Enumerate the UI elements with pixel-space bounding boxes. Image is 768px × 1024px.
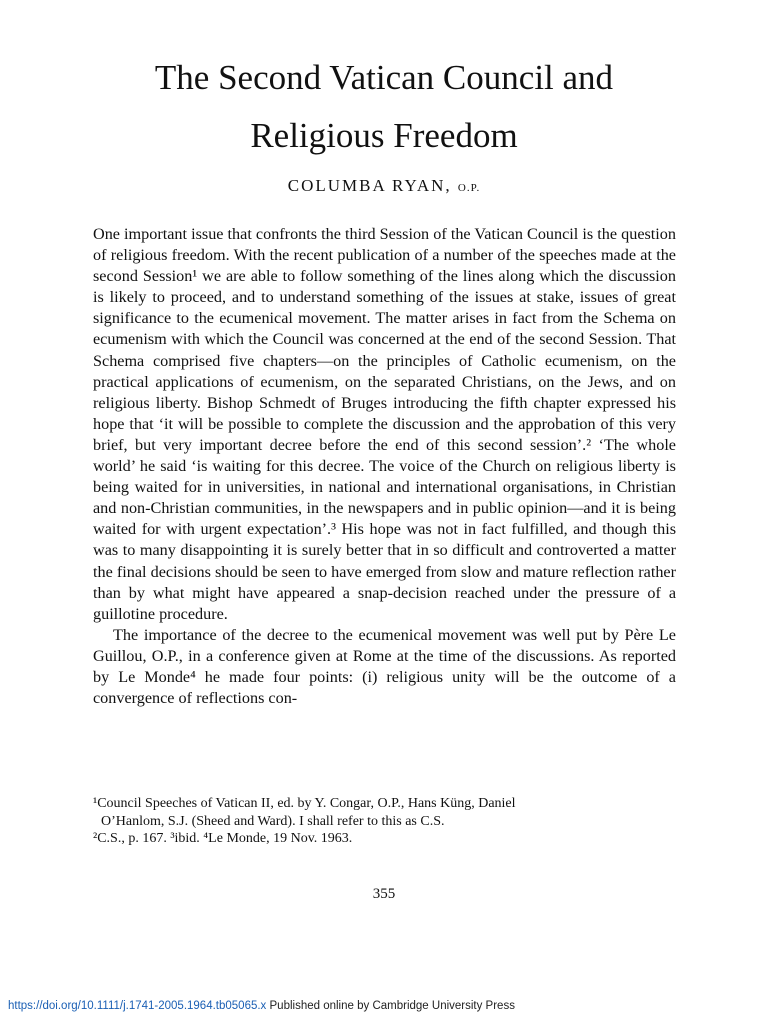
paragraph-1: One important issue that confronts the third Session of the Vatican Council is the question of religious freedom. With the recent publication of a number of the speeches made at the second Session¹ we are able to follow something of the lines along which the discussion is likely to proceed, and to understand something of the issues at stake, issues of great significance to the ecumenical movement. The matter arises in fact from the Schema on ecumenism with which the Council was concerned at the end of the second Session. That Schema comprised five chapters—on the principles of Catholic ecumenism, on the practical applications of ecumenism, on the separated Christians, on the Jews, and on religious liberty. Bishop Schmedt of Bruges introducing the fifth chapter expressed his hope that ‘it will be possible to complete the discussion and the approbation of this very brief, but very important decree before the end of this second session’.² ‘The whole world’ he said ‘is waiting for this decree. The voice of the Church on religious liberty is being waited for in universities, in national and international organisations, in Christian and non-Christian communities, in the newspapers and in public opinion—and it is being waited for with urgent expectation’.³ His hope was not in fact fulfilled, and though this was to many disappointing it is surely better that in so difficult and controverted a matter the final decisions should be seen to have emerged from slow and mature reflection rather than by what might have appeared a snap-decision reached under the pressure of a guillotine procedure. [93, 225, 676, 623]
paragraph-2: The importance of the decree to the ecumenical movement was well put by Père Le Guillou, O.P., in a conference given at Rome at the time of the discussions. As reported by Le Monde⁴ he made four points: (i) religious unity will be the outcome of a convergence of reflections con- [93, 625, 676, 708]
article-title-line-2: Religious Freedom [250, 116, 518, 155]
footnote-1-line-2: O’Hanlom, S.J. (Sheed and Ward). I shall refer to this as C.S. [101, 813, 445, 829]
footnote-2-4-line: ²C.S., p. 167. ³ibid. ⁴Le Monde, 19 Nov. 1963. [93, 831, 353, 846]
author-order: O.P. [457, 182, 481, 194]
doi-footer [8, 1000, 515, 1012]
footnote-1-line-1: ¹Council Speeches of Vatican II, ed. by Y. Congar, O.P., Hans Küng, Daniel [93, 796, 516, 811]
publisher-note: Published online by Cambridge University Press [266, 1000, 515, 1012]
footnotes [93, 795, 676, 848]
author-name: COLUMBA RYAN, [287, 176, 452, 195]
page-number: 355 [372, 886, 396, 902]
author-byline [0, 176, 768, 196]
article-title-line-1: The Second Vatican Council and [154, 58, 614, 97]
article-body [93, 224, 676, 709]
doi-link[interactable]: https://doi.org/10.1111/j.1741-2005.1964.tb05065.x [8, 1000, 267, 1012]
